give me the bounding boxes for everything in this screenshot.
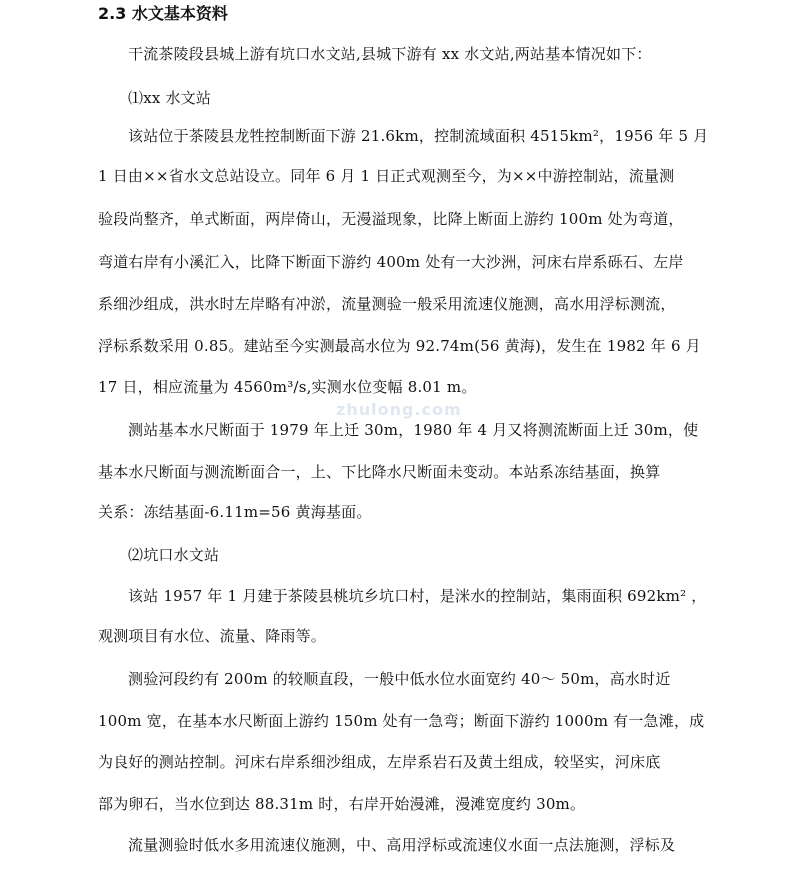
paragraph-line: 系细沙组成，洪水时左岸略有冲淤，流量测验一般采用流速仪施测，高水用浮标测流， (98, 295, 676, 313)
paragraph-line: 弯道右岸有小溪汇入，比降下断面下游约 400m 处有一大沙洲，河床右岸系砾石、左岸 (98, 253, 684, 271)
paragraph-line: 基本水尺断面与测流断面合一，上、下比降水尺断面未变动。本站系冻结基面，换算 (98, 463, 661, 481)
subsection-title: ⑵坑口水文站 (128, 546, 220, 564)
paragraph-line: 100m 宽，在基本水尺断面上游约 150m 处有一急弯；断面下游约 1000m 有一急滩，成 (98, 712, 705, 730)
paragraph-line: 关系：冻结基面-6.11m=56 黄海基面。 (98, 503, 372, 521)
paragraph-line: 验段尚整齐，单式断面，两岸倚山，无漫溢现象，比降上断面上游约 100m 处为弯道， (98, 210, 684, 228)
paragraph-line: 观测项目有水位、流量、降雨等。 (98, 627, 327, 645)
paragraph-line: 1 日由××省水文总站设立。同年 6 月 1 日正式观测至今，为××中游控制站，流量测 (98, 167, 675, 185)
paragraph-line: 该站 1957 年 1 月建于茶陵县桃坑乡坑口村，是洣水的控制站，集雨面积 692km² ， (128, 587, 707, 605)
paragraph-line: 部为卵石，当水位到达 88.31m 时，右岸开始漫滩，漫滩宽度约 30m。 (98, 795, 586, 813)
paragraph-line: 测验河段约有 200m 的较顺直段，一般中低水位水面宽约 40～ 50m，高水时近 (128, 670, 671, 688)
paragraph-line: 测站基本水尺断面于 1979 年上迁 30m，1980 年 4 月又将测流断面上迁 30m，使 (128, 421, 699, 439)
paragraph-line: 该站位于茶陵县龙牲控制断面下游 21.6km，控制流域面积 4515km²，1956 年 5 月 (128, 127, 709, 145)
subsection-title: ⑴xx 水文站 (128, 89, 212, 107)
paragraph-line: 浮标系数采用 0.85。建站至今实测最高水位为 92.74m(56 黄海)，发生在 1982 年 6 月 (98, 337, 701, 355)
watermark-text: zhulong.com (336, 400, 462, 419)
paragraph-line: 17 日，相应流量为 4560m³/s,实测水位变幅 8.01 m。 (98, 378, 477, 396)
paragraph-line: 流量测验时低水多用流速仪施测，中、高用浮标或流速仪水面一点法施测，浮标及 (128, 836, 676, 854)
paragraph-line: 为良好的测站控制。河床右岸系细沙组成，左岸系岩石及黄土组成，较坚实，河床底 (98, 753, 661, 771)
paragraph-line: 干流茶陵段县城上游有坑口水文站,县城下游有 xx 水文站,两站基本情况如下： (128, 45, 652, 63)
section-heading: 2.3 水文基本资料 (98, 4, 228, 23)
